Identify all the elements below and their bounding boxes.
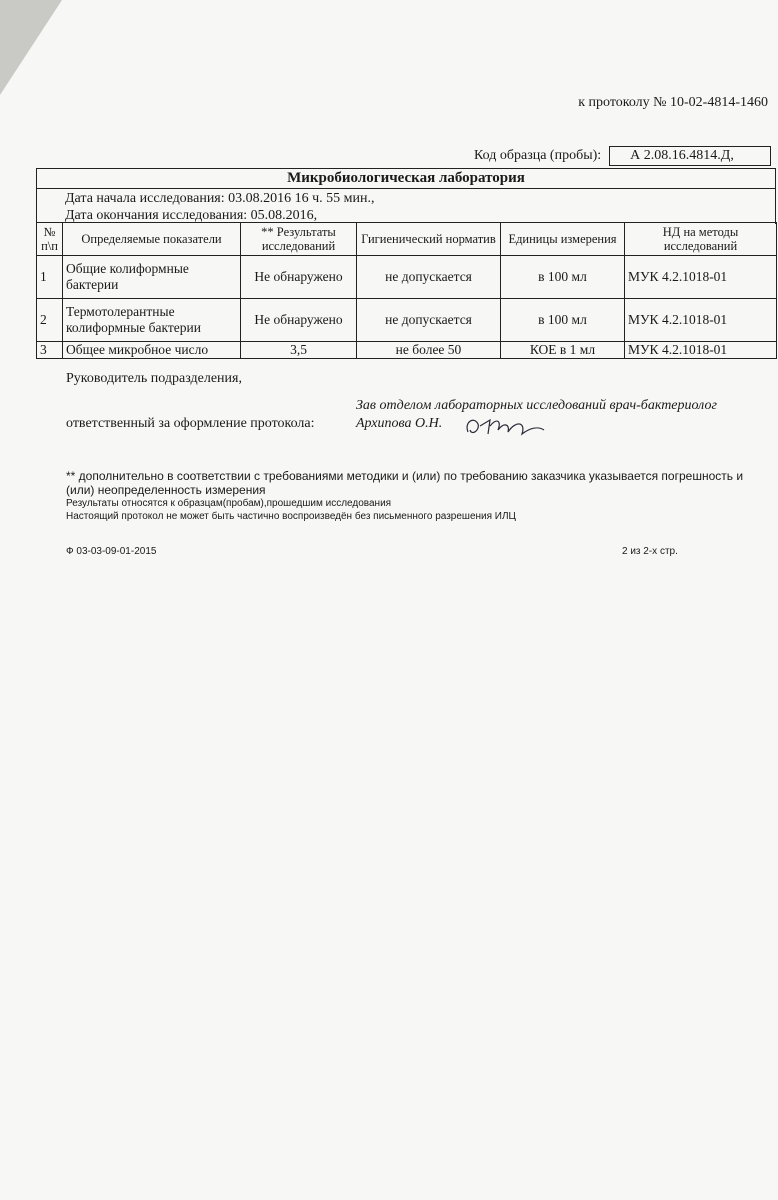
lab-title: Микробиологическая лаборатория — [37, 169, 775, 189]
col-header-method: НД на методы исследований — [625, 223, 777, 256]
cell-method: МУК 4.2.1018-01 — [625, 256, 777, 299]
col-header-results: ** Результаты исследований — [241, 223, 357, 256]
signer-name: Архипова О.Н. — [356, 416, 443, 431]
form-code: Ф 03-03-09-01-2015 — [66, 546, 157, 557]
cell-result: Не обнаружено — [241, 299, 357, 342]
col-header-indicator: Определяемые показатели — [63, 223, 241, 256]
sample-code-value: А 2.08.16.4814.Д, — [609, 146, 771, 166]
responsible-label: ответственный за оформление протокола: — [66, 416, 315, 431]
cell-norm: не допускается — [357, 256, 501, 299]
page-number: 2 из 2-х стр. — [622, 546, 678, 557]
cell-result: 3,5 — [241, 342, 357, 359]
cell-indicator: Общее микробное число — [63, 342, 241, 359]
cell-units: в 100 мл — [501, 256, 625, 299]
cell-number: 3 — [37, 342, 63, 359]
col-header-norm: Гигиенический норматив — [357, 223, 501, 256]
protocol-reference: к протоколу № 10-02-4814-1460 — [578, 95, 768, 110]
table-row — [37, 299, 777, 342]
notes-block — [66, 469, 756, 523]
cell-number: 1 — [37, 256, 63, 299]
sample-code-row — [474, 146, 771, 166]
table-row — [37, 256, 777, 299]
col-header-number: № п\п — [37, 223, 63, 256]
reproduction-note: Настоящий протокол не может быть частично воспроизведён без письменного разрешения ИЛЦ — [66, 511, 516, 522]
cell-norm: не более 50 — [357, 342, 501, 359]
signer-position: Зав отделом лабораторных исследований врач-бактериолог — [356, 398, 717, 413]
handwritten-signature — [460, 412, 550, 442]
table-header-row — [37, 223, 777, 256]
end-date: Дата окончания исследования: 05.08.2016, — [65, 208, 318, 223]
cell-result: Не обнаружено — [241, 256, 357, 299]
head-of-unit-label: Руководитель подразделения, — [66, 371, 242, 386]
col-header-units: Единицы измерения — [501, 223, 625, 256]
results-table — [36, 222, 777, 359]
lab-section — [36, 168, 776, 224]
cell-norm: не допускается — [357, 299, 501, 342]
cell-indicator: Общие колиформные бактерии — [63, 256, 241, 299]
start-date: Дата начала исследования: 03.08.2016 16 ч. 55 мин., — [65, 191, 375, 206]
cell-units: КОЕ в 1 мл — [501, 342, 625, 359]
cell-indicator: Термотолерантные колиформные бактерии — [63, 299, 241, 342]
measurement-note: ** дополнительно в соответствии с требованиями методики и (или) по требованию заказчика указывается погрешность и (или) неопределенность измерения — [66, 469, 744, 497]
cell-units: в 100 мл — [501, 299, 625, 342]
cell-method: МУК 4.2.1018-01 — [625, 342, 777, 359]
table-row — [37, 342, 777, 359]
sample-code-label: Код образца (пробы): — [474, 148, 602, 163]
results-note: Результаты относятся к образцам(пробам),прошедшим исследования — [66, 498, 392, 509]
cell-number: 2 — [37, 299, 63, 342]
folded-corner — [0, 0, 62, 95]
cell-method: МУК 4.2.1018-01 — [625, 299, 777, 342]
research-dates — [37, 189, 775, 224]
